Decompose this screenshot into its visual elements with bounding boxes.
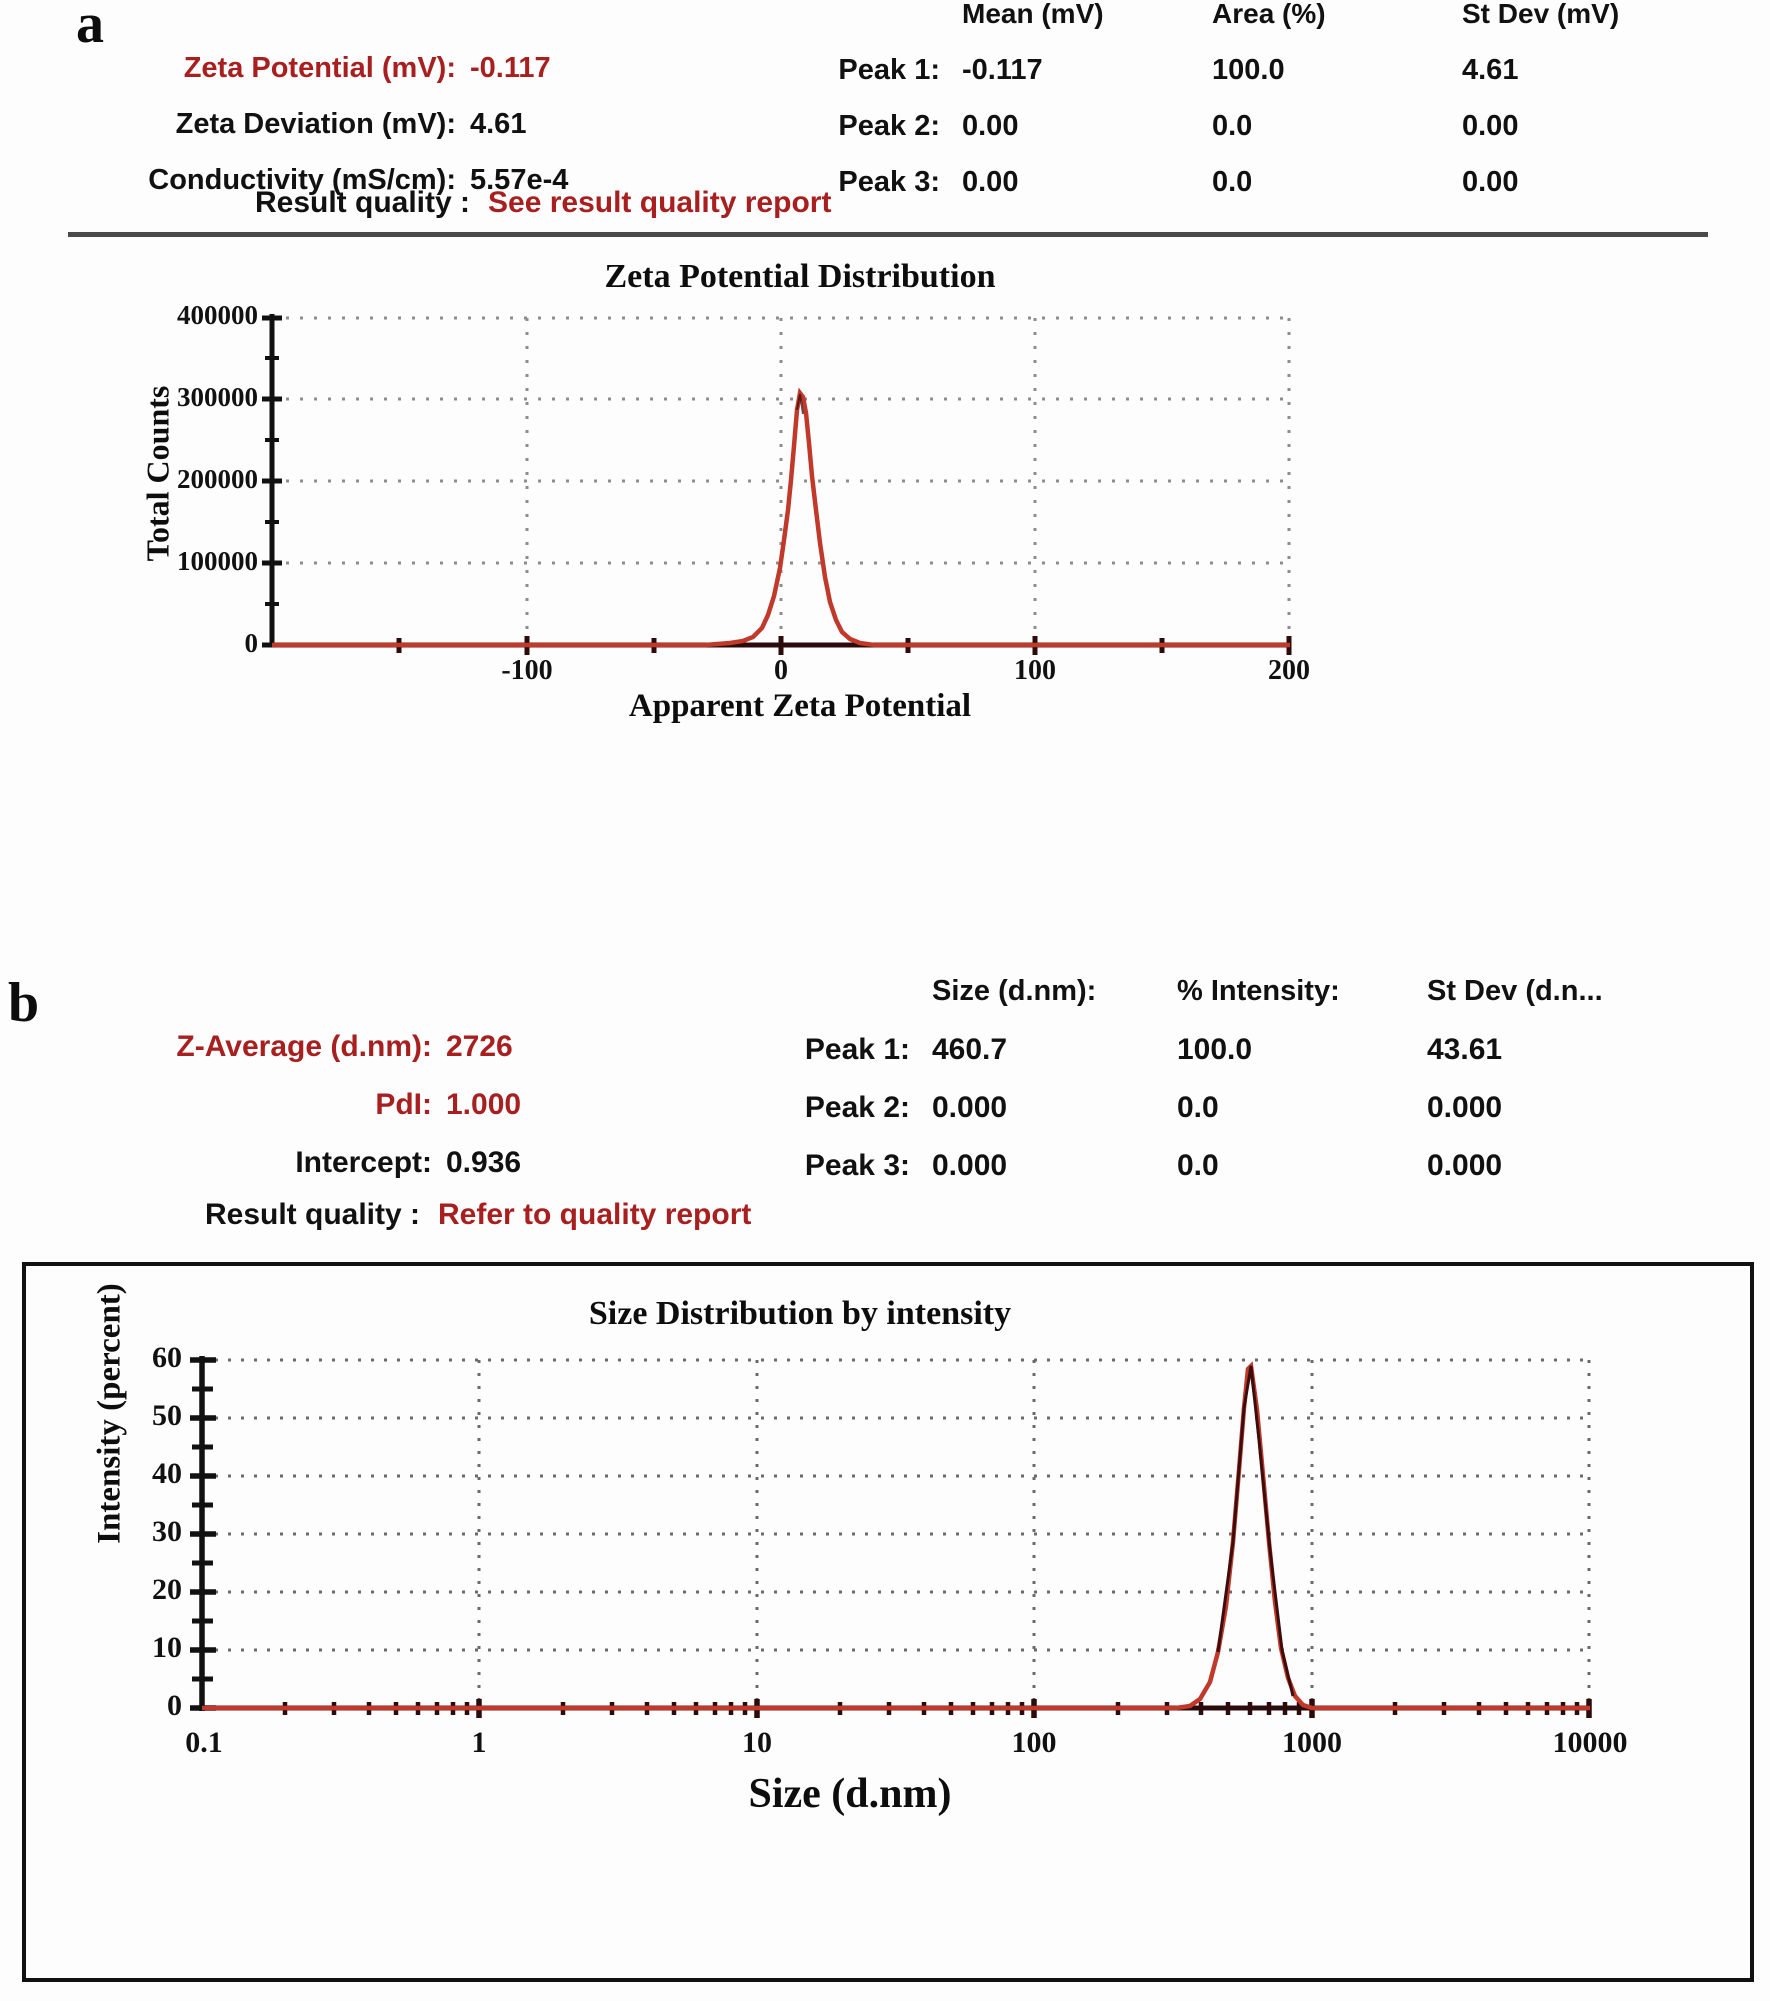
size-xtick-1: 1	[471, 1726, 487, 1759]
peak-2-area: 0.0	[1212, 110, 1253, 142]
zeta-potential-value: -0.117	[470, 52, 551, 84]
z-average-label: Z-Average (d.nm):	[176, 1030, 432, 1063]
table-row	[720, 1149, 1727, 1207]
size-chart-xlabel: Size (d.nm)	[748, 1771, 952, 1817]
peak-1-label: Peak 1:	[838, 54, 940, 86]
peak-2-label: Peak 2:	[804, 1091, 910, 1124]
size-xtick-0.1: 0.1	[185, 1726, 223, 1759]
peak-2-stdev: 0.000	[1427, 1091, 1503, 1124]
zeta-xtick-100: 100	[1014, 655, 1056, 686]
size-plot-area	[0, 1330, 1770, 1830]
peak-1-intensity: 100.0	[1177, 1033, 1253, 1066]
panel-b-peak-table	[720, 975, 1727, 1207]
zeta-xtick--100: -100	[501, 655, 553, 686]
size-chart-ylabel: Intensity (percent)	[91, 1283, 128, 1544]
peak-3-intensity: 0.0	[1177, 1149, 1219, 1182]
table-row	[790, 54, 1722, 110]
panel-a-result-quality	[170, 186, 831, 220]
size-xtick-100: 100	[1011, 1726, 1057, 1759]
size-ytick-60: 60	[152, 1341, 182, 1374]
peak-3-stdev: 0.00	[1462, 166, 1519, 198]
size-ytick-50: 50	[152, 1399, 182, 1432]
col-header-stdev: St Dev (d.n...	[1427, 975, 1603, 1007]
zeta-chart-xlabel: Apparent Zeta Potential	[628, 688, 972, 724]
col-header-stdev: St Dev (mV)	[1462, 0, 1620, 29]
zeta-chart-ylabel: Total Counts	[139, 385, 176, 562]
peak-3-mean: 0.00	[962, 166, 1019, 198]
peak-1-size: 460.7	[932, 1033, 1008, 1066]
result-quality-label: Result quality :	[254, 186, 470, 219]
peak-table-header	[720, 975, 1727, 1033]
peak-table-header	[790, 0, 1722, 54]
size-data-trace-core	[1218, 1366, 1293, 1696]
col-header-intensity: % Intensity:	[1177, 975, 1340, 1007]
peak-3-label: Peak 3:	[838, 166, 940, 198]
summary-row	[84, 52, 720, 108]
size-xtick-10: 10	[742, 1726, 772, 1759]
zeta-xtick-0: 0	[774, 655, 788, 686]
peak-3-label: Peak 3:	[804, 1149, 910, 1182]
peak-2-mean: 0.00	[962, 110, 1019, 142]
panel-letter-a: a	[76, 0, 104, 55]
peak-1-area: 100.0	[1212, 54, 1285, 86]
zeta-ytick-400000: 400000	[177, 300, 258, 330]
conductivity-label: Conductivity (mS/cm):	[148, 164, 456, 196]
zeta-grid-horizontal	[272, 318, 1290, 563]
panel-b-summary-left	[60, 1030, 696, 1204]
col-header-mean: Mean (mV)	[962, 0, 1104, 29]
zeta-plot-svg	[0, 300, 1770, 720]
peak-2-label: Peak 2:	[838, 110, 940, 142]
zeta-xtick-200: 200	[1268, 655, 1310, 686]
zeta-potential-label: Zeta Potential (mV):	[183, 52, 456, 84]
zeta-deviation-value: 4.61	[470, 108, 527, 140]
summary-row	[60, 1030, 696, 1088]
size-ytick-10: 10	[152, 1631, 182, 1664]
zeta-ytick-0: 0	[244, 628, 258, 658]
peak-2-intensity: 0.0	[1177, 1091, 1219, 1124]
summary-row	[84, 108, 720, 164]
peak-2-size: 0.000	[932, 1091, 1008, 1124]
pdi-label: PdI:	[375, 1088, 432, 1121]
table-row	[720, 1033, 1727, 1091]
zeta-chart-title: Zeta Potential Distribution	[604, 258, 996, 295]
result-quality-label: Result quality :	[204, 1198, 420, 1231]
zeta-deviation-label: Zeta Deviation (mV):	[175, 108, 456, 140]
conductivity-value: 5.57e-4	[470, 164, 569, 196]
peak-1-stdev: 4.61	[1462, 54, 1519, 86]
peak-3-size: 0.000	[932, 1149, 1008, 1182]
intercept-value: 0.936	[446, 1146, 522, 1179]
table-row	[720, 1091, 1727, 1149]
size-plot-svg	[0, 1330, 1770, 1830]
size-ytick-40: 40	[152, 1457, 182, 1490]
col-header-area: Area (%)	[1212, 0, 1326, 29]
size-ytick-30: 30	[152, 1515, 182, 1548]
size-ytick-20: 20	[152, 1573, 182, 1606]
summary-row	[60, 1088, 696, 1146]
panel-b-result-quality	[110, 1198, 751, 1232]
size-xtick-1000: 1000	[1282, 1726, 1342, 1759]
table-row	[790, 110, 1722, 166]
zeta-ytick-100000: 100000	[177, 546, 258, 576]
peak-1-label: Peak 1:	[804, 1033, 910, 1066]
zeta-grid-vertical	[527, 318, 1289, 645]
size-xtick-10000: 10000	[1552, 1726, 1628, 1759]
intercept-label: Intercept:	[295, 1146, 432, 1179]
size-chart-title: Size Distribution by intensity	[588, 1295, 1012, 1332]
panel-a-peak-table	[790, 0, 1722, 222]
size-grid-horizontal	[202, 1360, 1590, 1650]
peak-1-stdev: 43.61	[1427, 1033, 1503, 1066]
summary-row	[60, 1146, 696, 1204]
result-quality-value: Refer to quality report	[438, 1198, 752, 1231]
zeta-ytick-300000: 300000	[177, 382, 258, 412]
panel-letter-b: b	[8, 972, 40, 1034]
zeta-ytick-200000: 200000	[177, 464, 258, 494]
zeta-plot-area	[0, 300, 1770, 720]
peak-3-stdev: 0.000	[1427, 1149, 1503, 1182]
peak-1-mean: -0.117	[962, 54, 1043, 86]
panel-a-divider	[68, 232, 1708, 237]
peak-3-area: 0.0	[1212, 166, 1253, 198]
result-quality-value: See result quality report	[488, 186, 832, 219]
col-header-size: Size (d.nm):	[932, 975, 1097, 1007]
z-average-value: 2726	[446, 1030, 513, 1063]
pdi-value: 1.000	[446, 1088, 522, 1121]
peak-2-stdev: 0.00	[1462, 110, 1519, 142]
size-ytick-0: 0	[167, 1689, 182, 1722]
table-row	[790, 166, 1722, 222]
